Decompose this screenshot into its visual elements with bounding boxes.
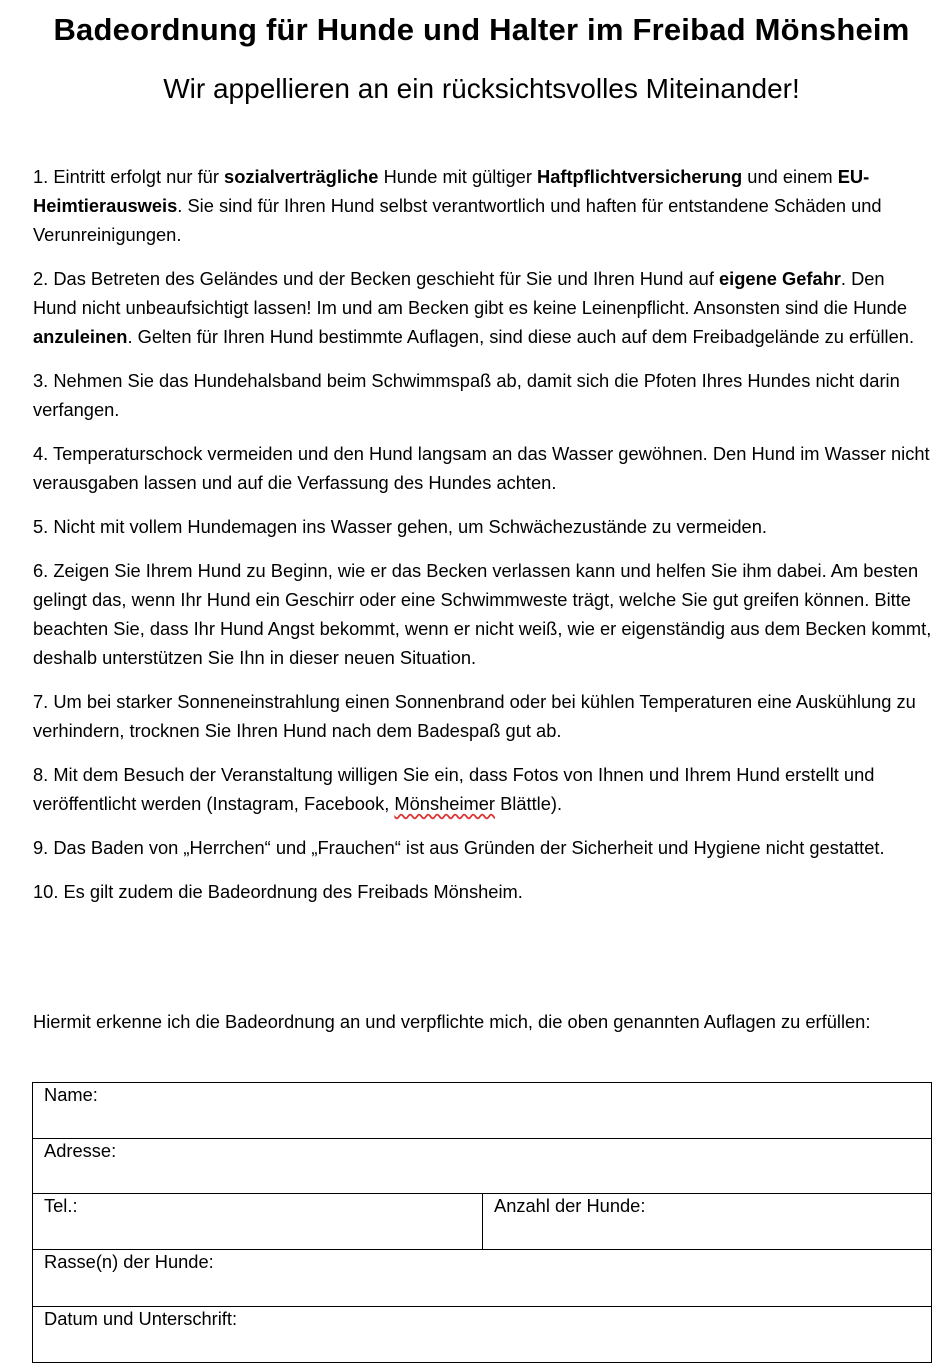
rule-text: 8. Mit dem Besuch der Veranstaltung willigen Sie ein, dass Fotos von Ihnen und Ihrem Hund erstellt und veröffentlicht werden (Instagram, Facebook, xyxy=(33,764,875,814)
address-label: Adresse: xyxy=(44,1140,117,1161)
phone-label: Tel.: xyxy=(44,1195,78,1216)
rule-text: 9. Das Baden von „Herrchen“ und „Frauchen“ ist aus Gründen der Sicherheit und Hygiene nicht gestattet. xyxy=(33,837,885,858)
rule-item xyxy=(33,366,933,424)
rule-text: . Sie sind für Ihren Hund selbst verantwortlich und haften für entstandene Schäden und Verunreinigungen. xyxy=(33,195,882,245)
rule-emphasis: sozialverträgliche xyxy=(224,166,379,187)
rule-item xyxy=(33,877,933,906)
rule-item xyxy=(33,556,933,672)
rule-text: 10. Es gilt zudem die Badeordnung des Freibads Mönsheim. xyxy=(33,881,523,902)
rule-item xyxy=(33,833,933,862)
rule-text: . Den Hund nicht unbeaufsichtigt lassen! Im und am Becken gibt es keine Leinenpflicht. Ansonsten sind die Hunde xyxy=(33,268,907,318)
rule-item xyxy=(33,162,933,249)
rule-emphasis: anzuleinen xyxy=(33,326,128,347)
date-signature-label: Datum und Unterschrift: xyxy=(44,1308,238,1329)
name-label: Name: xyxy=(44,1084,98,1105)
breeds-label: Rasse(n) der Hunde: xyxy=(44,1251,214,1272)
rule-text: . Gelten für Ihren Hund bestimmte Auflagen, sind diese auch auf dem Freibadgelände zu erfüllen. xyxy=(127,326,915,347)
rule-text: und einem xyxy=(742,166,838,187)
rule-text: 4. Temperaturschock vermeiden und den Hund langsam an das Wasser gewöhnen. Den Hund im Wasser nicht verausgaben lassen und auf die Verfassung des Hundes achten. xyxy=(33,443,930,493)
rule-emphasis: EU-Heimtierausweis xyxy=(33,166,870,216)
page-title: Badeordnung für Hunde und Halter im Freibad Mönsheim xyxy=(53,12,910,47)
rule-text: 5. Nicht mit vollem Hundemagen ins Wasser gehen, um Schwächezustände zu vermeiden. xyxy=(33,516,767,537)
rule-item xyxy=(33,512,933,541)
rule-text: 7. Um bei starker Sonneneinstrahlung einen Sonnenbrand oder bei kühlen Temperaturen eine Auskühlung zu verhindern, trocknen Sie Ihren Hund nach dem Badespaß gut ab. xyxy=(33,691,916,741)
rule-text: Mönsheimer xyxy=(394,793,495,814)
registration-form-table xyxy=(32,1082,932,1363)
rule-emphasis: eigene Gefahr xyxy=(718,268,841,289)
breeds-field[interactable] xyxy=(33,1250,932,1307)
rule-item xyxy=(33,760,933,818)
rule-item xyxy=(33,264,933,351)
rule-text: 3. Nehmen Sie das Hundehalsband beim Schwimmspaß ab, damit sich die Pfoten Ihres Hundes nicht darin verfangen. xyxy=(33,370,900,420)
rule-text: Hunde mit gültiger xyxy=(378,166,537,187)
address-field[interactable] xyxy=(33,1139,932,1194)
name-field[interactable] xyxy=(33,1083,932,1139)
page-subtitle: Wir appellieren an ein rücksichtsvolles Miteinander! xyxy=(163,73,800,104)
rule-text: 2. Das Betreten des Geländes und der Becken geschieht für Sie und Ihren Hund auf xyxy=(33,268,719,289)
date-signature-field[interactable] xyxy=(33,1307,932,1363)
rule-emphasis: Haftpflichtversicherung xyxy=(537,166,743,187)
rule-item xyxy=(33,687,933,745)
dog-count-label: Anzahl der Hunde: xyxy=(494,1195,646,1216)
rule-item xyxy=(33,439,933,497)
rules-list xyxy=(33,162,933,921)
phone-field[interactable] xyxy=(33,1194,483,1250)
consent-statement: Hiermit erkenne ich die Badeordnung an und verpflichte mich, die oben genannten Auflagen zu erfüllen: xyxy=(33,1011,871,1032)
dog-count-field[interactable] xyxy=(483,1194,932,1250)
rule-text: 1. Eintritt erfolgt nur für xyxy=(33,166,225,187)
rule-text: Blättle). xyxy=(495,793,563,814)
rule-text: 6. Zeigen Sie Ihrem Hund zu Beginn, wie er das Becken verlassen kann und helfen Sie ihm dabei. Am besten gelingt das, wenn Ihr Hund ein Geschirr oder eine Schwimmweste trägt, welche Sie gut greifen können. Bitte beachten Sie, dass Ihr Hund Angst bekommt, wenn er nicht weiß, wie er eigenständig aus dem Becken kommt, deshalb unterstützen Sie Ihn in dieser neuen Situation. xyxy=(33,560,932,668)
